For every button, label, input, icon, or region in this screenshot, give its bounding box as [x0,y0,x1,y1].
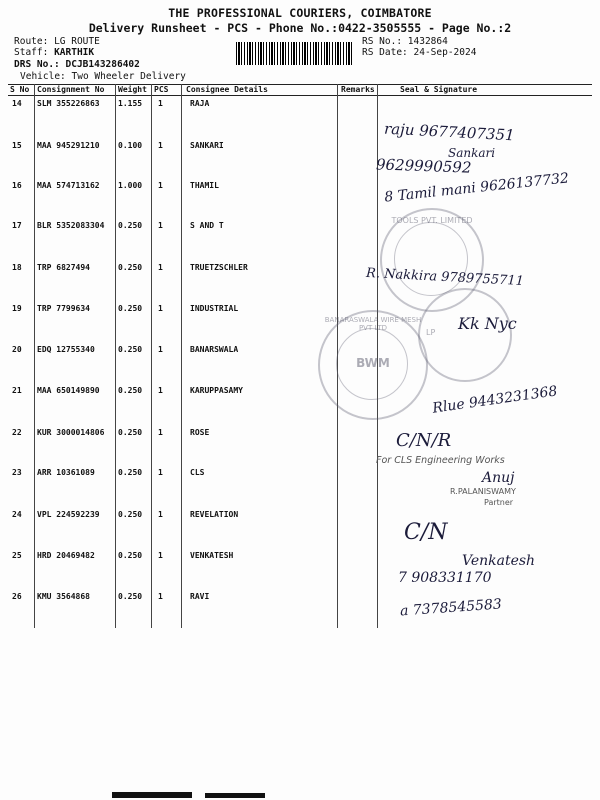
row-cno: TRP 6827494 [37,263,90,272]
row-sno: 20 [12,345,22,354]
drs-value: DCJB143286402 [65,59,140,70]
bwm-stamp [318,310,428,420]
cls-stamp-name: R.PALANISWAMY [450,487,516,496]
row-sno: 17 [12,221,22,230]
col-header-remarks: Remarks [341,85,375,94]
row-sno: 22 [12,428,22,437]
lp-stamp-text: LP [426,328,436,337]
row-weight: 0.250 [118,345,143,354]
row-weight: 0.250 [118,304,143,313]
row-name: S AND T [190,221,224,230]
row-pcs: 1 [158,551,163,560]
row-sno: 19 [12,304,22,313]
cls-stamp-role: Partner [484,498,514,507]
rs-date-line [362,47,476,58]
cls-stamp-text: For CLS Engineering Works [376,455,505,466]
row-name: CLS [190,468,205,477]
row-cno: MAA 574713162 [37,181,100,190]
staff-label: Staff: [14,47,49,58]
row-sno: 14 [12,99,22,108]
handwriting-16: 8 Tamil mani 9626137732 [383,170,570,206]
bwm-logo: BWM [356,356,390,370]
row-weight: 0.250 [118,221,143,230]
row-cno: VPL 224592239 [37,510,100,519]
row-weight: 1.155 [118,99,143,108]
row-weight: 0.250 [118,510,143,519]
row-weight: 0.100 [118,141,143,150]
row-sno: 25 [12,551,22,560]
row-cno: HRD 20469482 [37,551,95,560]
handwriting-25a: Venkatesh [462,553,536,569]
handwriting-26: a 7378545583 [399,596,503,620]
row-weight: 0.250 [118,592,143,601]
row-weight: 0.250 [118,468,143,477]
row-name: VENKATESH [190,551,234,560]
row-cno: TRP 7799634 [37,304,90,313]
staff-line [14,47,94,58]
row-weight: 0.250 [118,428,143,437]
rs-no-label: RS No.: [362,36,403,47]
col-header-weight: Weight [118,85,147,94]
col-divider [151,84,152,628]
row-name: INDUSTRIAL [190,304,239,313]
row-pcs: 1 [158,221,163,230]
rs-no-line [362,36,448,47]
col-header-seal: Seal & Signature [400,85,478,94]
row-pcs: 1 [158,345,163,354]
row-weight: 1.000 [118,181,143,190]
row-pcs: 1 [158,304,163,313]
runsheet-subtitle: Delivery Runsheet - PCS - Phone No.:0422-3505555 - Page No.:2 [88,21,512,35]
row-cno: BLR 5352083304 [37,221,105,230]
handwriting-14: raju 9677407351 [383,119,516,145]
rs-date-value: 24-Sep-2024 [413,47,477,58]
rs-date-label: RS Date: [362,47,408,58]
row-cno: EDQ 12755340 [37,345,95,354]
row-sno: 16 [12,181,22,190]
route-line [14,36,100,47]
scan-mark [205,793,265,798]
col-header-pcs: PCS [154,85,169,94]
vehicle-label: Vehicle: [20,71,66,82]
row-cno: SLM 355226863 [37,99,100,108]
row-cno: KUR 3000014806 [37,428,105,437]
handwriting-19: Kk Nyc [458,314,517,333]
row-weight: 0.250 [118,551,143,560]
row-name: RAJA [190,99,210,108]
row-sno: 15 [12,141,22,150]
row-name: TRUETZSCHLER [190,263,248,272]
row-pcs: 1 [158,141,163,150]
row-sno: 24 [12,510,22,519]
row-cno: KMU 3564868 [37,592,90,601]
handwriting-18: R. Nakkira 9789755711 [365,265,525,290]
rs-no-value: 1432864 [407,36,448,47]
row-pcs: 1 [158,592,163,601]
handwriting-24: C/N [404,520,448,545]
row-sno: 21 [12,386,22,395]
row-pcs: 1 [158,428,163,437]
row-weight: 0.250 [118,263,143,272]
col-divider [181,84,182,628]
handwriting-15b: 9629990592 [375,155,472,177]
row-name: ROSE [190,428,210,437]
handwriting-23: Anuj [482,470,515,486]
row-name: RAVI [190,592,210,601]
handwriting-22: C/N/R [396,430,452,451]
row-name: SANKARI [190,141,224,150]
row-pcs: 1 [158,468,163,477]
row-pcs: 1 [158,99,163,108]
bwm-ring-text: BANARASWALA WIRE MESH PVT LTD [324,316,422,332]
row-sno: 26 [12,592,22,601]
company-title: THE PROFESSIONAL COURIERS, COIMBATORE [168,6,432,20]
row-sno: 23 [12,468,22,477]
row-name: THAMIL [190,181,219,190]
col-header-consignee: Consignee Details [186,85,268,94]
row-name: REVELATION [190,510,239,519]
row-pcs: 1 [158,181,163,190]
route-value: LG ROUTE [54,36,100,47]
row-sno: 18 [12,263,22,272]
drs-line [14,59,140,70]
row-cno: MAA 945291210 [37,141,100,150]
handwriting-21: Rlue 9443231368 [431,383,559,417]
row-name: KARUPPASAMY [190,386,243,395]
vehicle-value: Two Wheeler Delivery [71,71,186,82]
lp-stamp [418,288,512,382]
row-weight: 0.250 [118,386,143,395]
barcode [236,42,352,65]
row-pcs: 1 [158,386,163,395]
col-divider [34,84,35,628]
col-header-consignment: Consignment No [37,85,105,94]
row-name: BANARSWALA [190,345,239,354]
route-label: Route: [14,36,49,47]
handwriting-15a: Sankari [448,146,496,160]
handwriting-25b: 7 908331170 [398,570,492,586]
scan-mark [112,792,192,798]
row-pcs: 1 [158,263,163,272]
drs-label: DRS No.: [14,59,60,70]
tools-stamp-text: TOOLS PVT. LIMITED [391,216,473,225]
staff-value: KARTHIK [54,47,95,58]
row-pcs: 1 [158,510,163,519]
row-cno: ARR 10361089 [37,468,95,477]
row-cno: MAA 650149890 [37,386,100,395]
vehicle-line [20,71,186,82]
table-header-border [8,95,592,96]
col-header-sno: S No [10,85,30,94]
col-divider [115,84,116,628]
